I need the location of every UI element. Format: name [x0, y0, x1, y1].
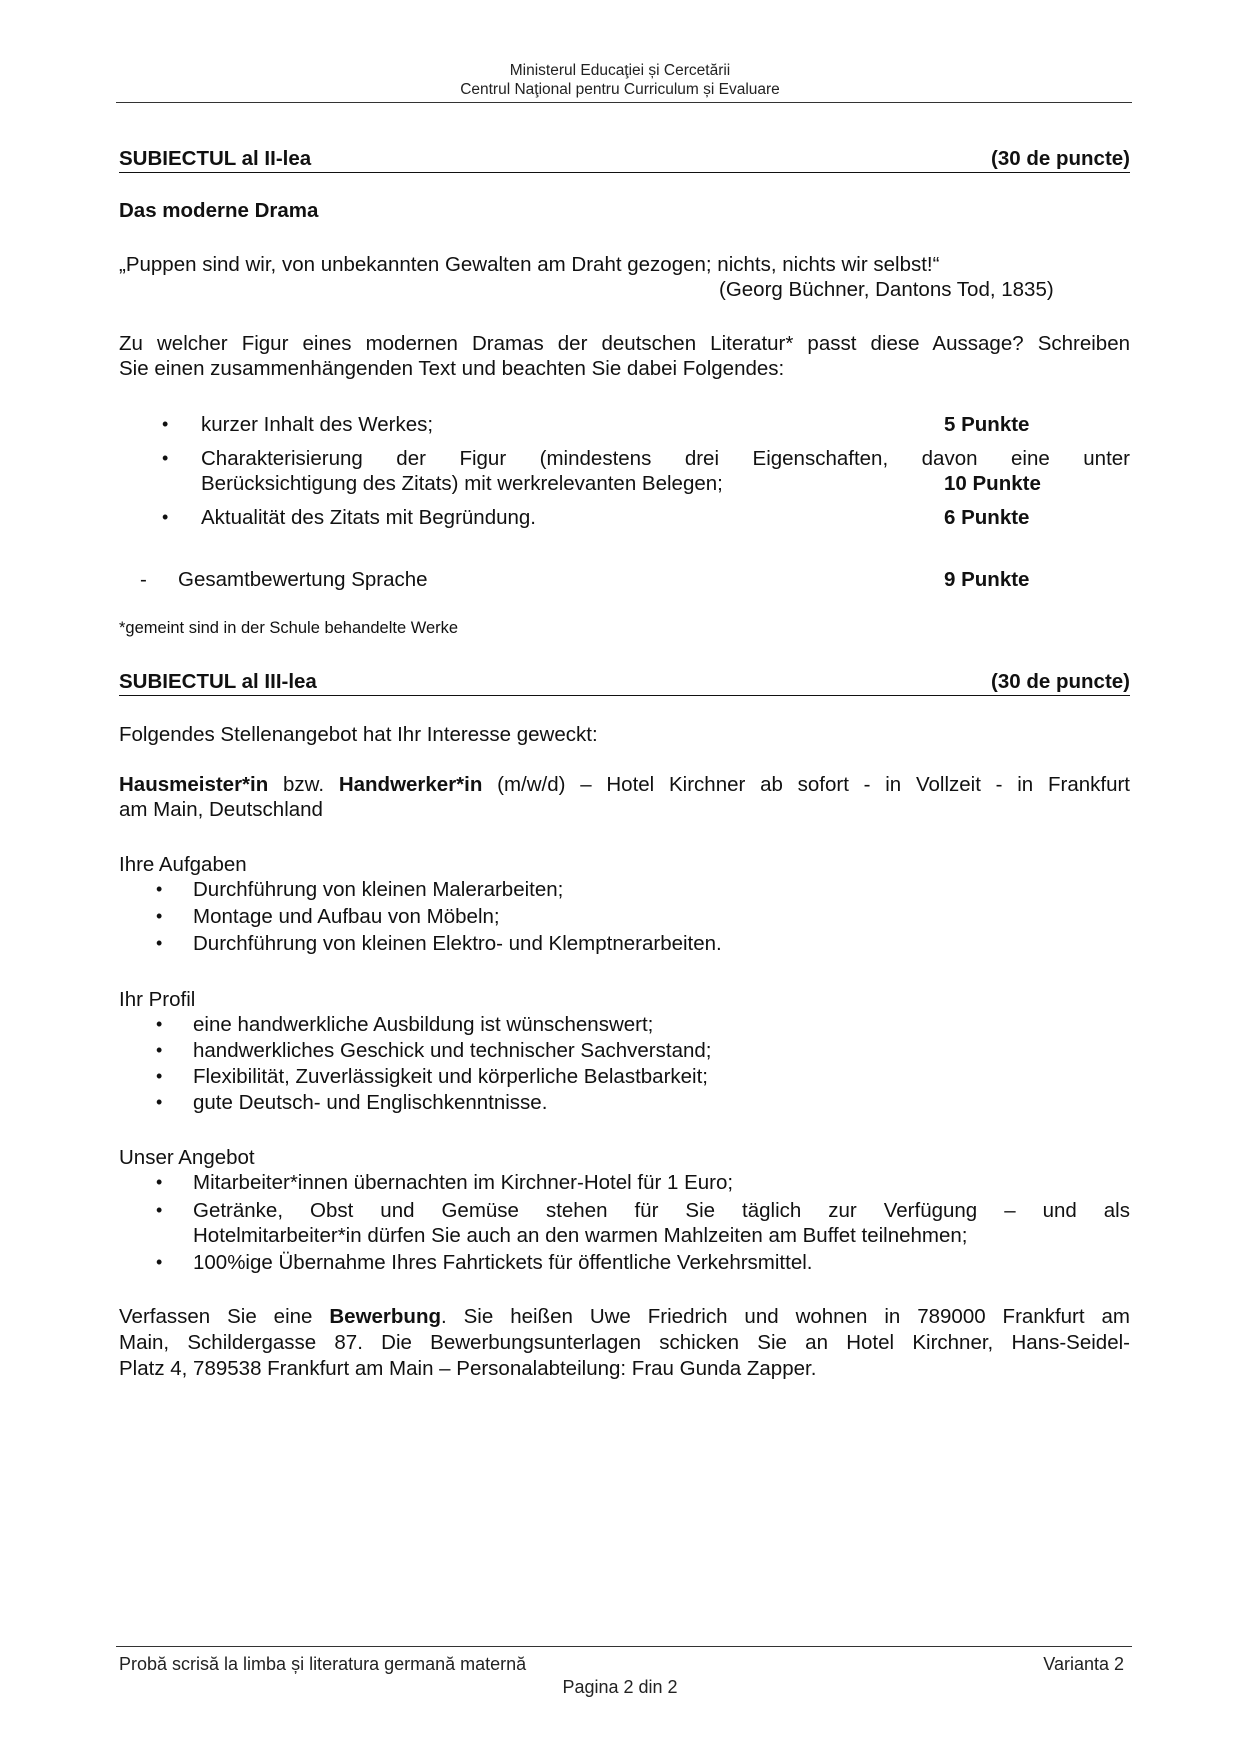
bullet-icon: • — [156, 1014, 163, 1034]
job-location: am Main, Deutschland — [119, 798, 323, 821]
bullet-icon: • — [156, 1066, 163, 1086]
bullet-icon: • — [156, 933, 163, 953]
task-item: Durchführung von kleinen Malerarbeiten; — [193, 878, 564, 901]
language-points: 9 Punkte — [944, 568, 1030, 591]
bullet-icon: • — [162, 507, 169, 527]
assignment-line-1 — [119, 1304, 1130, 1330]
tasks-heading: Ihre Aufgaben — [119, 853, 247, 876]
profile-item: eine handwerkliche Ausbildung ist wünschenswert; — [193, 1013, 654, 1036]
footnote: *gemeint sind in der Schule behandelte Werke — [119, 619, 459, 637]
job-title-1: Hausmeister*in — [119, 773, 269, 796]
job-title-text — [119, 772, 1130, 798]
dash-marker: - — [140, 568, 147, 591]
task-line-1 — [119, 331, 1130, 357]
bullet-icon: • — [156, 906, 163, 926]
task-item: Montage und Aufbau von Möbeln; — [193, 905, 500, 928]
bullet-icon: • — [156, 1252, 163, 1272]
criterion-1-text: kurzer Inhalt des Werkes; — [201, 413, 434, 436]
criterion-3-points: 6 Punkte — [944, 506, 1030, 529]
footer-page-number: Pagina 2 din 2 — [562, 1677, 678, 1697]
assignment-post: . Sie heißen Uwe Friedrich und wohnen in 789000 Frankfurt am — [441, 1305, 1130, 1328]
section-3-points: (30 de puncte) — [991, 670, 1130, 693]
footer-divider — [116, 1646, 1132, 1647]
bullet-icon: • — [162, 448, 169, 468]
bullet-icon: • — [156, 1200, 163, 1220]
assignment-text-3: Platz 4, 789538 Frankfurt am Main – Personalabteilung: Frau Gunda Zapper. — [119, 1357, 817, 1380]
bullet-icon: • — [156, 1040, 163, 1060]
offer-heading: Unser Angebot — [119, 1146, 255, 1169]
criterion-2-text-1: Charakterisierung der Figur (mindestens drei Eigenschaften, davon eine unter — [201, 447, 1130, 470]
offer-item-3: 100%ige Übernahme Ihres Fahrtickets für öffentliche Verkehrsmittel. — [193, 1251, 813, 1274]
job-title-line-1 — [119, 772, 1130, 798]
offer-item-2-text-2: Hotelmitarbeiter*in dürfen Sie auch an den warmen Mahlzeiten am Buffet teilnehmen; — [193, 1224, 968, 1247]
section-3-intro: Folgendes Stellenangebot hat Ihr Interesse geweckt: — [119, 723, 598, 746]
section-3-title: SUBIECTUL al III-lea — [119, 670, 317, 693]
criterion-2-text-2: Berücksichtigung des Zitats) mit werkrelevanten Belegen; — [201, 472, 723, 495]
header-center: Centrul Naţional pentru Curriculum și Evaluare — [460, 81, 780, 98]
task-item: Durchführung von kleinen Elektro- und Klemptnerarbeiten. — [193, 932, 722, 955]
bullet-icon: • — [162, 414, 169, 434]
bullet-icon: • — [156, 1092, 163, 1112]
profile-item: Flexibilität, Zuverlässigkeit und körperliche Belastbarkeit; — [193, 1065, 709, 1088]
assignment-line-2 — [119, 1330, 1130, 1356]
footer-exam: Probă scrisă la limba și literatura germană maternă — [119, 1654, 527, 1674]
assignment-pre: Verfassen Sie eine — [119, 1305, 330, 1328]
header-divider — [116, 102, 1132, 103]
profile-item: gute Deutsch- und Englischkenntnisse. — [193, 1091, 548, 1114]
quote: „Puppen sind wir, von unbekannten Gewalten am Draht gezogen; nichts, nichts wir selbst!“ — [119, 253, 940, 276]
profile-item: handwerkliches Geschick und technischer Sachverstand; — [193, 1039, 712, 1062]
job-conj: bzw. — [268, 773, 339, 796]
task-text-1: Zu welcher Figur eines modernen Dramas der deutschen Literatur* passt diese Aussage? Schreiben — [119, 332, 1130, 355]
footer-variant: Varianta 2 — [1043, 1654, 1124, 1674]
offer-item-2-text-1: Getränke, Obst und Gemüse stehen für Sie täglich zur Verfügung – und als — [193, 1199, 1130, 1222]
assignment-bold: Bewerbung — [329, 1305, 441, 1328]
bullet-icon: • — [156, 879, 163, 899]
section-3-header — [119, 669, 1130, 696]
section-2-points: (30 de puncte) — [991, 147, 1130, 170]
section-2-header — [119, 146, 1130, 173]
header-ministry: Ministerul Educaţiei și Cercetării — [509, 62, 731, 79]
offer-item-2-line-1 — [193, 1198, 1130, 1224]
criterion-3-text: Aktualität des Zitats mit Begründung. — [201, 506, 537, 529]
bullet-icon: • — [156, 1172, 163, 1192]
criterion-2-points: 10 Punkte — [944, 472, 1041, 495]
criterion-2-line-1 — [201, 446, 1130, 472]
criterion-1-points: 5 Punkte — [944, 413, 1030, 436]
offer-item-1: Mitarbeiter*innen übernachten im Kirchner-Hotel für 1 Euro; — [193, 1171, 734, 1194]
section-2-title: SUBIECTUL al II-lea — [119, 147, 312, 170]
assignment-text-2: Main, Schildergasse 87. Die Bewerbungsunterlagen schicken Sie an Hotel Kirchner, Hans-Seidel- — [119, 1331, 1130, 1354]
assignment-text-1 — [119, 1304, 1130, 1330]
profile-heading: Ihr Profil — [119, 988, 196, 1011]
section-2-heading: Das moderne Drama — [119, 199, 319, 222]
job-title-2: Handwerker*in — [338, 773, 483, 796]
job-title-rest: (m/w/d) – Hotel Kirchner ab sofort - in Vollzeit - in Frankfurt — [482, 773, 1130, 796]
task-line-2: Sie einen zusammenhängenden Text und beachten Sie dabei Folgendes: — [119, 357, 785, 380]
language-text: Gesamtbewertung Sprache — [178, 568, 428, 591]
quote-source: (Georg Büchner, Dantons Tod, 1835) — [719, 278, 1054, 301]
